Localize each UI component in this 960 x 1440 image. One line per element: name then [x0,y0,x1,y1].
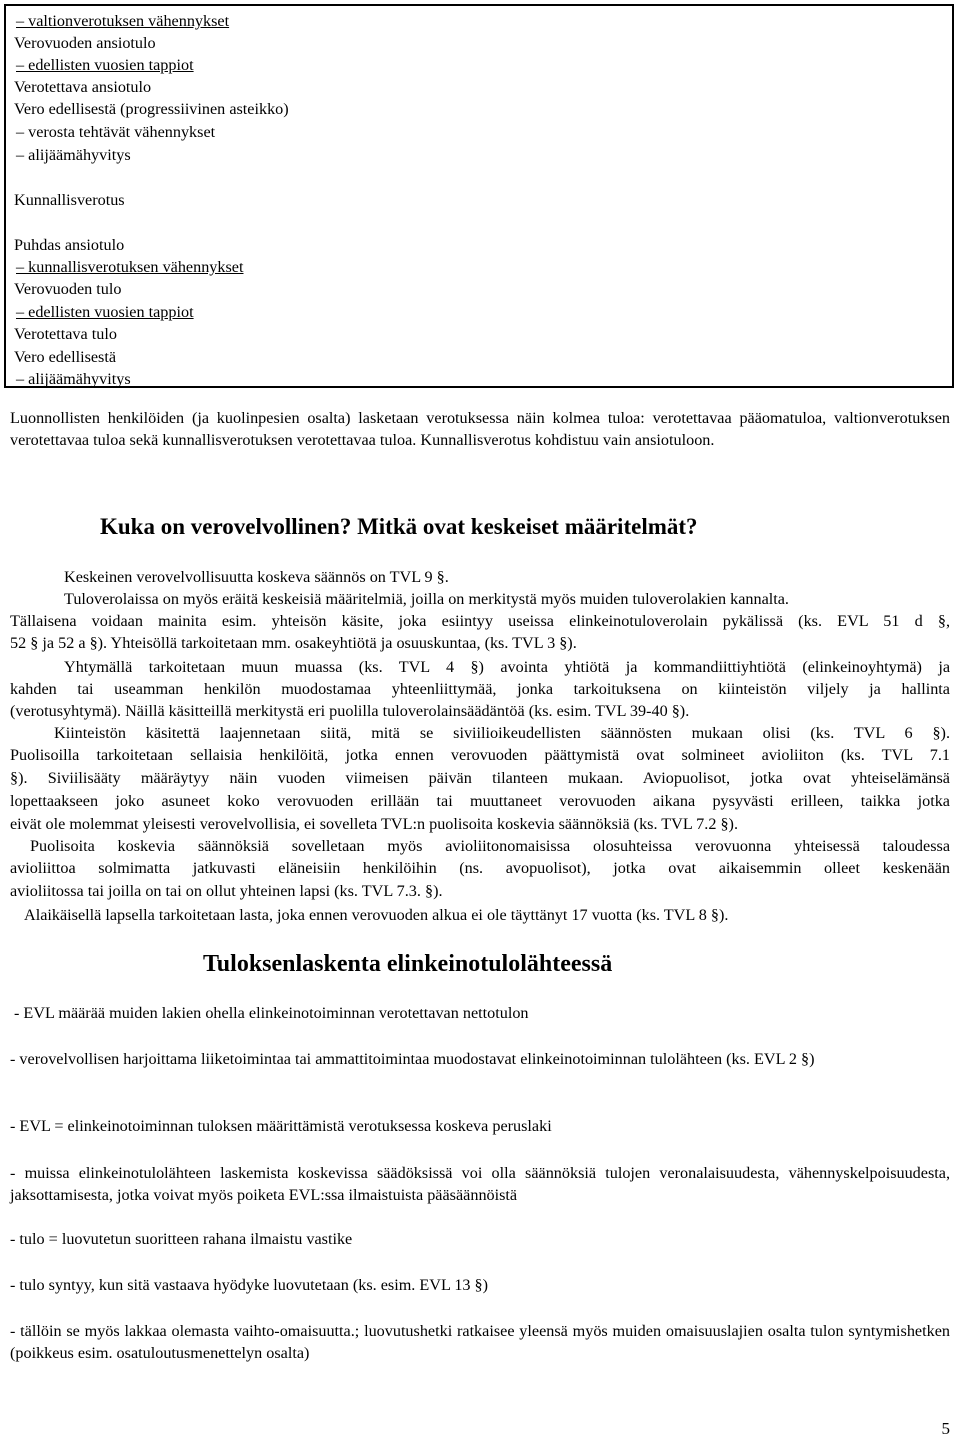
definition-line: lopettaakseen joko asuneet koko verovuoden erillään tai muuttaneet verovuoden aikana pysyvästi erilleen, taikka jotka [10,792,950,810]
list-item: - EVL määrää muiden lakien ohella elinkeinotoiminnan verotettavan nettotulon [14,1004,529,1022]
box-heading: Kunnallisverotus [14,191,125,209]
box-line: – alijäämähyvitys [16,370,131,388]
definition-line: Puolisoilla tarkoitetaan sellaisia henkilöitä, jotka ennen verovuoden päättymistä ovat solmineet avioliiton (ks. TVL 7.1 [10,746,950,764]
list-item: - verovelvollisen harjoittama liiketoimintaa tai ammattitoimintaa muodostavat elinkeinotoiminnan tulolähteen (ks. EVL 2 §) [10,1050,815,1068]
box-line: Vero edellisestä (progressiivinen asteikko) [14,100,289,118]
box-line: Verotettava tulo [14,325,117,343]
definition-line: Keskeinen verovelvollisuutta koskeva säännös on TVL 9 §. [64,568,449,586]
box-line: Verovuoden ansiotulo [14,34,156,52]
definition-line: §). Siviilisääty määräytyy näin vuoden viimeisen päivän tilanteen mukaan. Aviopuolisot, jotka ovat yhteiselämänsä [10,769,950,787]
definition-line: Tuloverolaissa on myös eräitä keskeisiä määritelmiä, joilla on merkitystä myös muiden tuloverolakien kannalta. [64,590,789,608]
list-item: - EVL = elinkeinotoiminnan tuloksen määrittämistä verotuksessa koskeva peruslaki [10,1117,552,1135]
box-line: – alijäämähyvitys [16,146,131,164]
box-line: Puhdas ansiotulo [14,236,125,254]
list-item: - muissa elinkeinotulolähteen laskemista koskevissa säädöksissä voi olla säännöksiä tulojen veronalaisuudesta, vähennyskelpoisuudesta, jaksottamisesta, jotka voivat myös poiketa EVL:ssa ilmaistuista pääsäännöistä [10,1164,950,1205]
box-line: Verovuoden tulo [14,280,122,298]
box-line: – verosta tehtävät vähennykset [16,123,216,141]
box-line: – valtionverotuksen vähennykset [16,12,230,30]
page-number: 5 [941,1419,950,1438]
definition-line: Puolisoita koskevia säännöksiä sovelletaan myös avioliitonomaisissa olosuhteissa verovuonna yhteisessä taloudessa [30,837,950,855]
box-line: – kunnallisverotuksen vähennykset [16,258,244,276]
definition-line: Kiinteistön käsitettä laajennetaan siitä, mitä se siviilioikeudellisten säännösten mukaan olisi (ks. TVL 6 §). [54,724,950,742]
definition-line: 52 § ja 52 a §). Yhteisöllä tarkoitetaan mm. osakeyhtiötä ja osuuskuntaa, (ks. TVL 3 §). [10,634,577,652]
section-heading-business-income: Tuloksenlaskenta elinkeinotulolähteessä [203,951,613,977]
list-item: - tulo = luovutetun suoritteen rahana ilmaistu vastike [10,1230,353,1248]
definition-line: Alaikäisellä lapsella tarkoitetaan lasta, joka ennen verovuoden alkua ei ole täyttänyt 17 vuotta (ks. TVL 8 §). [24,906,729,924]
definition-line: Tällaisena voidaan mainita esim. yhteisön käsite, joka esiintyy useissa elinkeinotuloverolain pykälissä (ks. EVL 51 d §, [10,612,950,630]
definition-line: (verotusyhtymä). Näillä käsitteillä merkitystä eri puolilla tuloverolainsäädäntöä (ks. esim. TVL 39-40 §). [10,702,690,720]
definition-line: eivät ole molemmat yleisesti verovelvollisia, ei sovelleta TVL:n puolisoita koskevia säännöksiä (ks. TVL 7.2 §). [10,815,738,833]
list-item: - tulo syntyy, kun sitä vastaava hyödyke luovutetaan (ks. esim. EVL 13 §) [10,1276,489,1294]
box-line: Vero edellisestä [14,348,117,366]
section-heading-definitions: Kuka on verovelvollinen? Mitkä ovat keskeiset määritelmät? [100,514,698,539]
tax-calculation-box [4,4,954,388]
definition-line: Yhtymällä tarkoitetaan muun muassa (ks. TVL 4 §) avointa yhtiötä ja kommandiittiyhtiötä (elinkeinoyhtymä) ja [64,658,950,676]
box-line: – edellisten vuosien tappiot [16,303,194,321]
definition-line: avioliittoa solmimatta jatkuvasti eläneisiin henkilöihin (ns. avopuolisot), jotka ovat aikaisemmin olleet keskenään [10,859,950,877]
intro-paragraph-text: Luonnollisten henkilöiden (ja kuolinpesien osalta) lasketaan verotuksessa näin kolmea tuloa: verotettavaa pääomatuloa, valtionverotuksen verotettavaa tuloa sekä kunnallisverotuksen verotettavaa tuloa. Kunnallisverotus kohdistuu vain ansiotuloon. [10,409,950,450]
list-item: - tällöin se myös lakkaa olemasta vaihto-omaisuutta.; luovutushetki ratkaisee yleensä myös muiden omaisuuslajien osalta tulon syntymishetken (poikkeus esim. osatuloutusmenettelyn osalta) [10,1322,950,1363]
box-line: Verotettava ansiotulo [14,78,152,96]
intro-paragraph [10,407,950,452]
definition-line: avioliitossa tai joilla on tai on ollut yhteinen lapsi (ks. TVL 7.3. §). [10,882,443,900]
box-line: – edellisten vuosien tappiot [16,56,194,74]
definition-line: kahden tai useamman henkilön muodostamaa yhteenliittymää, jonka tarkoituksena on kiinteistön viljely ja hallinta [10,680,950,698]
